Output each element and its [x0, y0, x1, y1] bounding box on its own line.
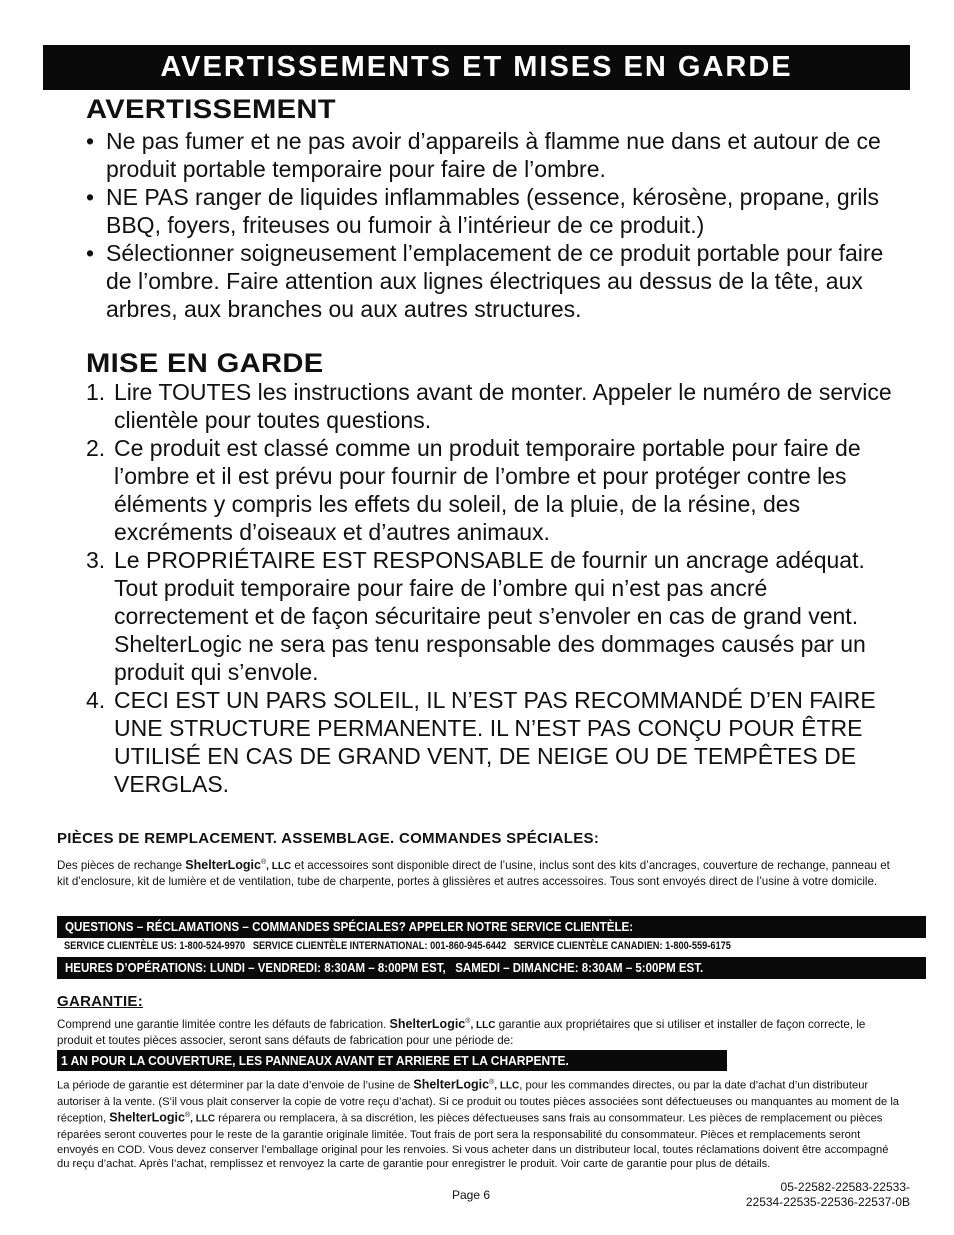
caution-item-1: 1. Lire TOUTES les instructions avant de monter. Appeler le numéro de service clientèle pour toutes questions.	[86, 379, 892, 433]
banner-title: AVERTISSEMENTS ET MISES EN GARDE	[160, 51, 793, 83]
caution-title: MISE EN GARDE	[86, 348, 324, 378]
service-bar: QUESTIONS – RÉCLAMATIONS – COMMANDES SPÉCIALES? APPELER NOTRE SERVICE CLIENTÈLE:	[57, 916, 926, 938]
phone-international: SERVICE CLIENTÈLE INTERNATIONAL: 001-860-945-6442	[252, 940, 507, 952]
warranty-title: GARANTIE:	[57, 993, 144, 1010]
service-phones	[64, 939, 914, 953]
caution-item-2: 2. Ce produit est classé comme un produit temporaire portable pour faire de l’ombre et il est prévu pour fournir de l’ombre et pour protéger contre les éléments y compris les effets du soleil, de la pluie, de la résine, des excréments d’oiseaux et d’autres animaux.	[86, 435, 861, 545]
section-banner	[43, 45, 910, 90]
caution-item-4: 4. CECI EST UN PARS SOLEIL, IL N’EST PAS RECOMMANDÉ D’EN FAIRE UNE STRUCTURE PERMANENTE. IL N’EST PAS CONÇU POUR ÊTRE UTILISÉ EN CAS DE GRAND VENT, DE NEIGE OU DE TEMPÊTES DE VERGLAS.	[86, 687, 876, 797]
warranty-term-bar: 1 AN POUR LA COUVERTURE, LES PANNEAUX AVANT ET ARRIERE ET LA CHARPENTE.	[57, 1050, 727, 1071]
warning-bullet-2: • NE PAS ranger de liquides inflammables (essence, kérosène, propane, grils BBQ, foyers, friteuses ou fumoir à l’intérieur de ce produit.)	[86, 184, 880, 238]
warning-list	[86, 127, 898, 323]
bullet-icon: •	[86, 240, 95, 266]
warranty-details: La période de garantie est déterminer par la date d’envoie de l’usine de ShelterLogic®, LLC, pour les commandes directes, ou par la date d’achat d’un distributeur autoriser à la vente. (S’il vous plait conserver la copie de votre reçu d’achat). Si ce produit ou toutes pièces associées sont défectueuses ou manquantes au moment de la réception, ShelterLogic®, LLC réparera ou remplacera, à sa discrétion, les pièces défectueuses sans frais au consommateur. Les pièces de remplacement ou pièces réparées seront couvertes pour le reste de la garantie originale limitée. Tout frais de port sera la responsabilité du consommateur. Pièces et remplacements seront envoyés en COD. Vous devez conserver l’emballage original pour les renvoies. Si vous acheter dans un distributeur local, toutes réclamations doivent être accompagné du reçu d’achat. Après l’achat, remplissez et renvoyez la carte de garantie pour enregistrer le produit. Voir carte de garantie pour plus de détails.	[57, 1077, 900, 1171]
hours-bar: HEURES D’OPÉRATIONS: LUNDI – VENDREDI: 8:30AM – 8:00PM EST, SAMEDI – DIMANCHE: 8:30AM – 5:00PM EST.	[57, 957, 926, 979]
caution-list	[86, 378, 904, 798]
document-code: 05-22582-22583-22533- 22534-22535-22536-22537-0B	[745, 1180, 910, 1209]
warning-bullet-1: • Ne pas fumer et ne pas avoir d’appareils à flamme nue dans et autour de ce produit portable temporaire pour faire de l’ombre.	[86, 128, 881, 182]
page-number: Page 6	[452, 1188, 491, 1202]
warning-title: AVERTISSEMENT	[86, 94, 336, 124]
bullet-icon: •	[86, 128, 95, 154]
bullet-icon: •	[86, 184, 95, 210]
phone-canada: SERVICE CLIENTÈLE CANADIEN: 1-800-559-6175	[513, 940, 731, 952]
phone-us: SERVICE CLIENTÈLE US: 1-800-524-9970	[64, 940, 246, 952]
parts-text: Des pièces de rechange ShelterLogic®, LLC et accessoires sont disponible direct de l’usine, inclus sont des kits d’ancrages, couverture de rechange, panneau et kit d’enclosure, kit de lumière et de ventilation, tube de charpente, portes à glissières et autres accessoires. Tous sont envoyés direct de l’usine à votre domicile.	[57, 857, 890, 888]
parts-title: PIÈCES DE REMPLACEMENT. ASSEMBLAGE. COMMANDES SPÉCIALES:	[57, 830, 600, 847]
caution-item-3: 3. Le PROPRIÉTAIRE EST RESPONSABLE de fournir un ancrage adéquat. Tout produit temporaire pour faire de l’ombre qui n’est pas ancré correctement et de façon sécuritaire peut s’envoler en cas de grand vent. ShelterLogic ne sera pas tenu responsable des dommages causés par un produit qui s’envole.	[86, 547, 866, 685]
warranty-intro: Comprend une garantie limitée contre les défauts de fabrication. ShelterLogic®, LLC garantie aux propriétaires que si utiliser et installer de façon correcte, le produit et toutes pièces associer, seront sans défauts de fabrication pour une période de:	[57, 1016, 866, 1047]
warning-bullet-3: • Sélectionner soigneusement l’emplacement de ce produit portable pour faire de l’ombre. Faire attention aux lignes électriques au dessus de la tête, aux arbres, aux branches ou aux autres structures.	[86, 240, 884, 322]
